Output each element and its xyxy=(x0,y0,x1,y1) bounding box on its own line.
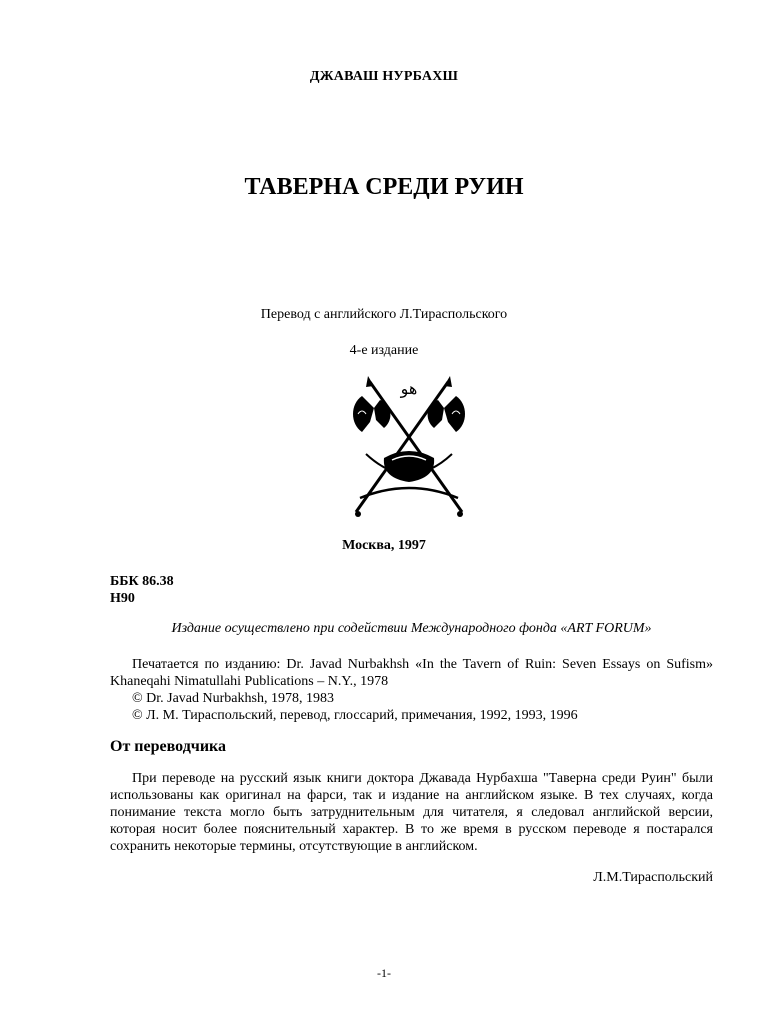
bbk-index: Н90 xyxy=(110,591,135,606)
svg-text:هو: هو xyxy=(400,379,418,398)
crossed-axes-emblem-icon xyxy=(344,374,474,520)
translator-note-paragraph: При переводе на русский язык книги доктора Джавада Нурбахша "Таверна среди Руин" были использованы как оригинал на фарси, так и издание на английском языке. В тех случаях, когда понимание текста могло быть затруднительным для читателя, я следовал английской версии, которая носит более пояснительный характер. В то же время в русском переводе я постарался сохранить некоторые термины, отсутствующие в английском. xyxy=(110,771,713,854)
printing-source-block xyxy=(110,656,713,724)
edition-label: 4-е издание xyxy=(349,343,419,358)
copyright-line: © Л. М. Тираспольский, перевод, глоссарий, примечания, 1992, 1993, 1996 xyxy=(132,708,578,723)
copyright-line: © Dr. Javad Nurbakhsh, 1978, 1983 xyxy=(132,691,334,706)
sponsor-notice: Издание осуществлено при содействии Международного фонда «ART FORUM» xyxy=(171,621,652,636)
source-edition-text: Печатается по изданию: Dr. Javad Nurbakhsh «In the Tavern of Ruin: Seven Essays on Sufism» Khaneqahi Nimatullahi Publications – N.Y., 1978 xyxy=(110,657,713,689)
translator-signature: Л.М.Тираспольский xyxy=(593,870,713,885)
book-title: ТАВЕРНА СРЕДИ РУИН xyxy=(244,174,524,200)
publication-place-year: Москва, 1997 xyxy=(342,538,426,553)
bbk-code: ББК 86.38 xyxy=(110,574,174,589)
author-name: ДЖАВАШ НУРБАХШ xyxy=(309,69,459,84)
translator-credit: Перевод с английского Л.Тираспольского xyxy=(260,307,508,322)
section-heading: От переводчика xyxy=(110,738,227,755)
page-number: -1- xyxy=(377,966,391,980)
bbk-block xyxy=(110,573,713,607)
